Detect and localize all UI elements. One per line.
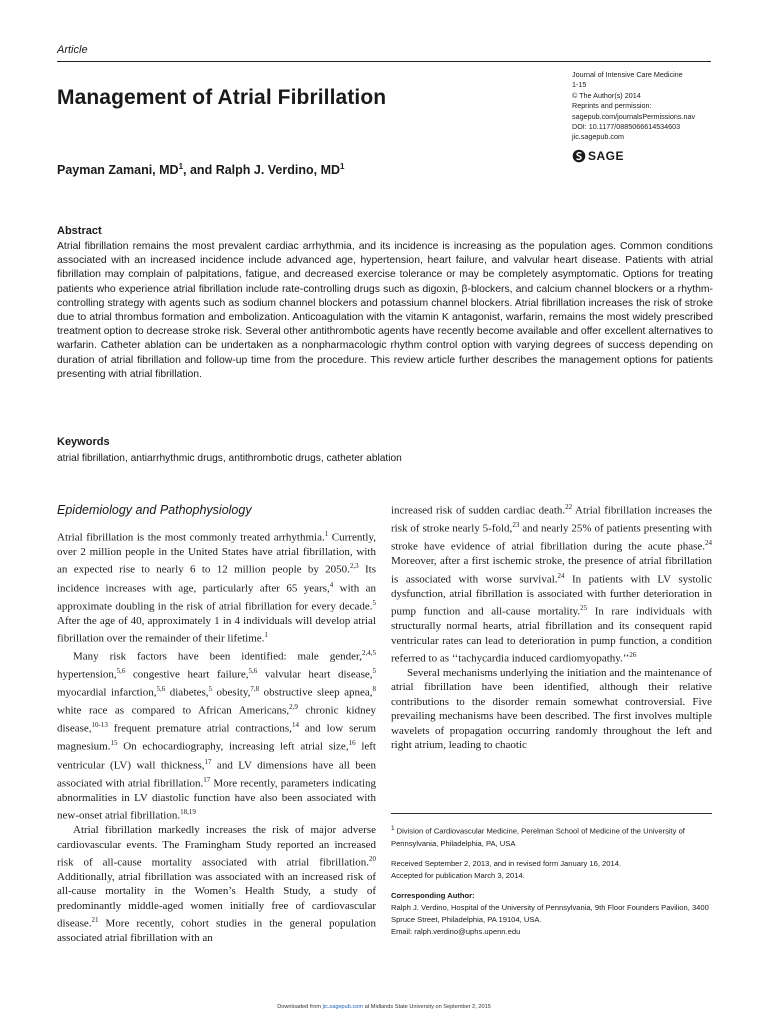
page-range: 1-15 [572, 80, 587, 90]
body-paragraph: Many risk factors have been identified: male gender,$^{2,4,5}$ hypertension,$^{5,6}$ congestive heart failure,$^{5,6}$ valvular heart disease,$^5$ myocardial infarction,$^{5,6}$ diabetes,$^5$ obesity,$^{7,8}$ obstructive sleep apnea,$^8$ white race as compared to African Americans,$^{2,9}$ chronic kidney disease,$^{10-13}$ frequent premature atrial contractions,$^{14}$ and low serum magnesium.$^{15}$ On echocardiography, increasing left atrial size,$^{16}$ left ventricular (LV) wall thickness,$^{17}$ and LV dimensions have all been associated with atrial fibrillation.$^{17}$ More recently, parameters indicating abnormalities in LV diastolic function have also been associated with new-onset atrial fibrillation.$^{18,19}$ [57, 649, 377, 822]
article-title: Management of Atrial Fibrillation [57, 86, 387, 109]
corresponding-author-email[interactable]: Email: ralph.verdino@uphs.upenn.edu [391, 926, 521, 936]
body-paragraph: Atrial fibrillation is the most commonly treated arrhythmia.$^1$ Currently, over 2 million people in the United States have atrial fibrillation, with an expected rise to nearly 6 to 12 million people by 2050.$^{2,3}$ Its incidence increases with age, particularly after 65 years,$^4$ with an approximate doubling in the risk of atrial fibrillation for every decade.$^5$ After the age of 40, approximately 1 in 4 individuals will develop atrial fibrillation over the remainder of their lifetime.$^1$ [57, 530, 376, 645]
citation-ref[interactable]: 1 [324, 530, 329, 538]
journal-name: Journal of Intensive Care Medicine [572, 70, 683, 79]
citation-ref[interactable]: 18,19 [180, 808, 196, 817]
received-date: Received September 2, 2013, and in revised form January 16, 2014. [391, 858, 622, 868]
affiliation-mark: 1 [340, 162, 345, 171]
author-list [57, 162, 344, 177]
sage-logo-icon [572, 149, 586, 163]
citation-ref[interactable]: 5,6 [116, 667, 126, 676]
permissions-link[interactable]: sagepub.com/journalsPermissions.nav [572, 111, 696, 121]
abstract-body: Atrial fibrillation remains the most prevalent cardiac arrhythmia, and its incidence is increasing as the population ages. Common conditions associated with an increased incidence include advanced age, hypertension, heart failure, and valvular heart disease. Patients with atrial fibrillation may complain of palpitations, fatigue, and decreased exercise tolerance or may be completely asymptomatic. Options for treating patients who experience atrial fibrillation include rate-controlling drugs such as digoxin, β-blockers, and calcium channel blockers or a rhythm-controlling strategy with agents such as sodium channel blockers and potassium channel blockers. Atrial fibrillation increases the risk of stroke due to atrial thrombus formation and embolization. Anticoagulation with the vitamin K antagonist, warfarin, remains the most widely prescribed treatment option to decrease stroke risk. Several other antithrombotic agents have recently become available and offer excellent alternatives to warfarin. Catheter ablation can be undertaken as a nonpharmacologic rhythm control option with varying degrees of success depending on duration of atrial fibrillation and follow-up time from the procedure. This review article further describes the management options for patients presenting with atrial fibrillation. [57, 241, 713, 380]
citation-ref[interactable]: 16 [348, 739, 356, 748]
download-suffix: at Midlands State University on September 2, 2015 [363, 1004, 491, 1010]
body-paragraph: Atrial fibrillation markedly increases the risk of major adverse cardiovascular events. The Framingham Study reported an increased risk of all-cause mortality associated with atrial fibrillation.$^{20}$ Additionally, atrial fibrillation was associated with an increased risk of all-cause mortality in the Women’s Health Study, a study of predominantly middle-aged women initially free of cardiovascular disease.$^{21}$ More recently, cohort studies in the general population associated atrial fibrillation with an [57, 824, 376, 945]
author-verdino: Ralph J. Verdino, MD [215, 163, 341, 178]
citation-ref[interactable]: 26 [629, 650, 637, 659]
citation-ref[interactable]: 10-13 [91, 721, 108, 730]
footnote-rule [391, 813, 712, 814]
citation-ref[interactable]: 17 [204, 757, 212, 766]
citation-ref[interactable]: 25 [580, 604, 588, 613]
citation-ref[interactable]: 5 [372, 598, 376, 607]
citation-ref[interactable]: 5 [372, 667, 376, 676]
abstract-heading: Abstract [57, 225, 102, 237]
journal-url[interactable]: jic.sagepub.com [572, 132, 624, 142]
footnotes [391, 823, 716, 938]
accepted-date: Accepted for publication March 3, 2014. [391, 870, 525, 880]
body-paragraph: Several mechanisms underlying the initiation and the maintenance of atrial fibrillation have been identified, although their relative contributions to the disorder remain somewhat controversial. Five prevailing mechanisms have been described. The first involves multiple wavelets of propagation occurring randomly throughout the left and right atrium, leading to chaotic [391, 667, 712, 752]
article-type-label: Article [57, 44, 88, 56]
citation-ref[interactable]: 17 [203, 775, 211, 784]
section-heading: Epidemiology and Pathophysiology [57, 503, 252, 517]
journal-info [572, 70, 722, 143]
reprints-label: Reprints and permission: [572, 101, 652, 111]
citation-ref[interactable]: 15 [110, 739, 118, 748]
keywords-list: atrial fibrillation, antiarrhythmic drugs, antithrombotic drugs, catheter ablation [57, 453, 402, 464]
doi[interactable]: DOI: 10.1177/0885066614534603 [572, 122, 681, 132]
sage-logo-text: SAGE [588, 149, 625, 163]
citation-ref[interactable]: 20 [369, 854, 376, 863]
body-column-left [57, 527, 376, 946]
citation-ref[interactable]: 5,6 [248, 667, 258, 676]
citation-ref[interactable]: 8 [372, 685, 376, 694]
affiliation-mark: 1 [391, 825, 395, 832]
citation-ref[interactable]: 2,9 [289, 703, 298, 712]
citation-ref[interactable]: 5,6 [156, 685, 166, 694]
citation-ref[interactable]: 4 [329, 580, 334, 589]
download-prefix: Downloaded from [277, 1004, 323, 1010]
citation-ref[interactable]: 7,8 [250, 685, 260, 694]
citation-ref[interactable]: 21 [91, 916, 99, 925]
sage-logo [572, 149, 624, 163]
citation-ref[interactable]: 5 [208, 685, 213, 694]
citation-ref[interactable]: 1 [264, 631, 268, 640]
citation-ref[interactable]: 22 [565, 503, 573, 511]
citation-ref[interactable]: 24 [557, 571, 565, 580]
citation-ref[interactable]: 24 [705, 539, 712, 548]
citation-ref[interactable]: 14 [291, 721, 299, 730]
keywords-heading: Keywords [57, 436, 110, 448]
header-rule [57, 61, 711, 62]
download-notice [0, 1004, 768, 1010]
author-separator: , and [183, 163, 216, 178]
citation-ref[interactable]: 23 [512, 521, 520, 530]
body-column-right [391, 500, 712, 752]
affiliation-text: Division of Cardiovascular Medicine, Perelman School of Medicine of the University of Pennsylvania, Philadelphia, PA, USA [391, 826, 685, 848]
copyright: © The Author(s) 2014 [572, 90, 641, 100]
affiliation-mark: 1 [178, 162, 184, 171]
corresponding-author-heading: Corresponding Author: [391, 890, 475, 900]
corresponding-author-address: Ralph J. Verdino, Hospital of the University of Pennsylvania, 9th Floor Founders Pavilion, 3400 Spruce Street, Philadelphia, PA 19104, USA. [391, 902, 709, 924]
citation-ref[interactable]: 2,3 [349, 562, 359, 571]
download-link[interactable]: jic.sagepub.com [322, 1004, 364, 1010]
citation-ref[interactable]: 2,4,5 [362, 649, 376, 658]
author-zamani: Payman Zamani, MD [57, 163, 179, 178]
body-paragraph: increased risk of sudden cardiac death.$^{22}$ Atrial fibrillation increases the risk of stroke nearly 5-fold,$^{23}$ and nearly 25% of patients presenting with stroke have evidence of atrial fibrillation during the acute phase.$^{24}$ Moreover, after a first ischemic stroke, the presence of atrial fibrillation is associated with worse survival.$^{24}$ In patients with LV systolic dysfunction, atrial fibrillation is associated with further deterioration in pump function and all-cause mortality.$^{25}$ In rare individuals with structurally normal hearts, atrial fibrillation and its consequent rapid ventricular rates can lead to deterioration in pump function, a condition referred to as ‘‘tachycardia induced cardiomyopathy.’’$^{26}$ [391, 503, 712, 665]
affiliation-footnote [391, 823, 716, 850]
